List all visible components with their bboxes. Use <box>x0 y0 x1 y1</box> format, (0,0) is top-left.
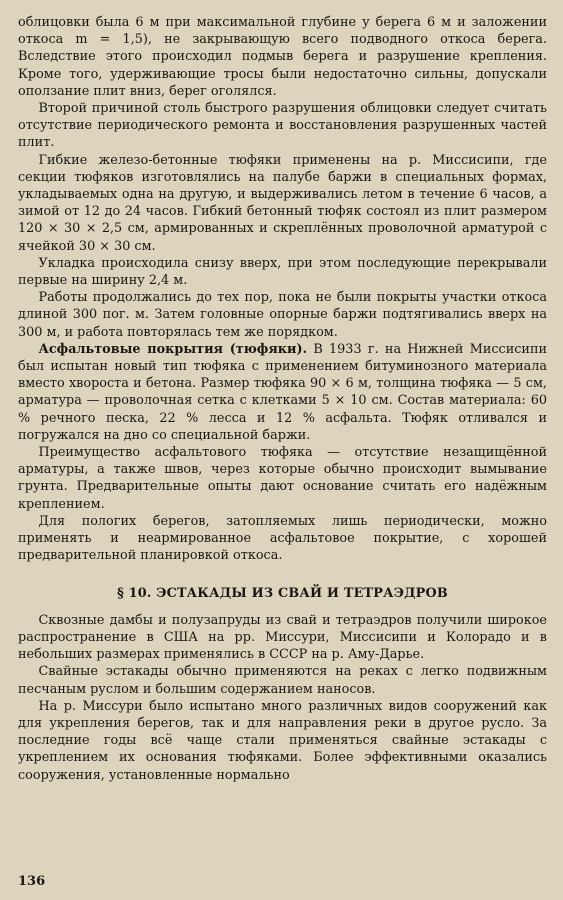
paragraph <box>18 341 547 444</box>
paragraph <box>18 100 547 152</box>
paragraph-text: Сквозные дамбы и полузапруды из свай и тетраэдров получили широкое распространение в США на рр. Миссури, Миссисипи и Колорадо и в небольших размерах применялись в СССР на р. Аму-Дарье. <box>18 612 547 663</box>
paragraph-text: Для пологих берегов, затопляемых лишь периодически, можно применять и неармированное асфальтовое покрытие, с хорошей предварительной планировкой откоса. <box>18 513 547 564</box>
paragraph-text: Укладка происходила снизу вверх, при этом последующие перекрывали первые на ширину 2,4 м. <box>18 255 547 289</box>
paragraph-text: Преимущество асфальтового тюфяка — отсутствие незащищённой арматуры, а также швов, через которые обычно происходит вымывание грунта. Предварительные опыты дают основание считать его надёжным креплением. <box>18 445 547 512</box>
paragraph <box>18 513 547 565</box>
paragraph <box>18 612 547 664</box>
text-before-section <box>18 14 547 565</box>
paragraph-text: Гибкие железо-бетонные тюфяки применены на р. Миссисипи, где секции тюфяков изготовлялись на палубе баржи в специальных формах, укладываемых одна на другую, и выдерживались летом в течение 6 часов, а зимой от 12 до 24 часов. Гибкий бетонный тюфяк состоял из плит размером 120 × 30 × 2,5 см, армированных и скреплённых проволочной арматурой с ячейкой 30 × 30 см. <box>18 152 547 254</box>
paragraph <box>18 255 547 289</box>
paragraph-text: В 1933 г. на Нижней Миссисипи был испытан новый тип тюфяка с применением битуминозного материала вместо хвороста и бетона. Размер тюфяка 90 × 6 м, толщина тюфяка — 5 см, арматура — проволочная сетка с клетками 5 × 10 см. Состав материала: 60 % речного песка, 22 % лесса и 12 % асфальта. Тюфяк отливался и погружался на дно со специальной баржи. <box>18 341 547 443</box>
paragraph-text: Второй причиной столь быстрого разрушения облицовки следует считать отсутствие периодического ремонта и восстановления разрушенных частей плит. <box>18 101 547 151</box>
paragraph-text: На р. Миссури было испытано много различных видов сооружений как для укрепления берегов, так и для направления реки в другое русло. За последние годы всё чаще стали применяться свайные эстакады с укреплением их основания тюфяками. Более эффективными оказались сооружения, установленные нормально <box>18 698 547 783</box>
paragraph <box>18 663 547 697</box>
paragraph-text: Свайные эстакады обычно применяются на реках с легко подвижным песчаным руслом и большим содержанием наносов. <box>18 664 547 697</box>
paragraph-text: Работы продолжались до тех пор, пока не были покрыты участки откоса длиной 300 пог. м. Затем головные опорные баржи подтягивались вверх на 300 м, и работа повторялась тем же порядком. <box>18 290 547 340</box>
section-heading: § 10. ЭСТАКАДЫ ИЗ СВАЙ И ТЕТРАЭДРОВ <box>117 585 448 601</box>
paragraph-lead-term: Асфальтовые покрытия (тюфяки). <box>38 341 308 357</box>
paragraph <box>18 698 547 784</box>
text-after-section <box>18 612 547 784</box>
paragraph-continuation <box>18 14 547 100</box>
paragraph <box>18 444 547 513</box>
page-number: 136 <box>18 873 46 889</box>
paragraph-text: облицовки была 6 м при максимальной глубине у берега 6 м и заложении откоса m = 1,5), не закрывающую всего подводного откоса берега. Вследствие этого происходил подмыв берега и разрушение крепления. Кроме того, удерживающие тросы были недостаточно сильны, допускали оползание плит вниз, берег оголялся. <box>18 15 547 99</box>
paragraph <box>18 152 547 255</box>
paragraph <box>18 289 547 341</box>
